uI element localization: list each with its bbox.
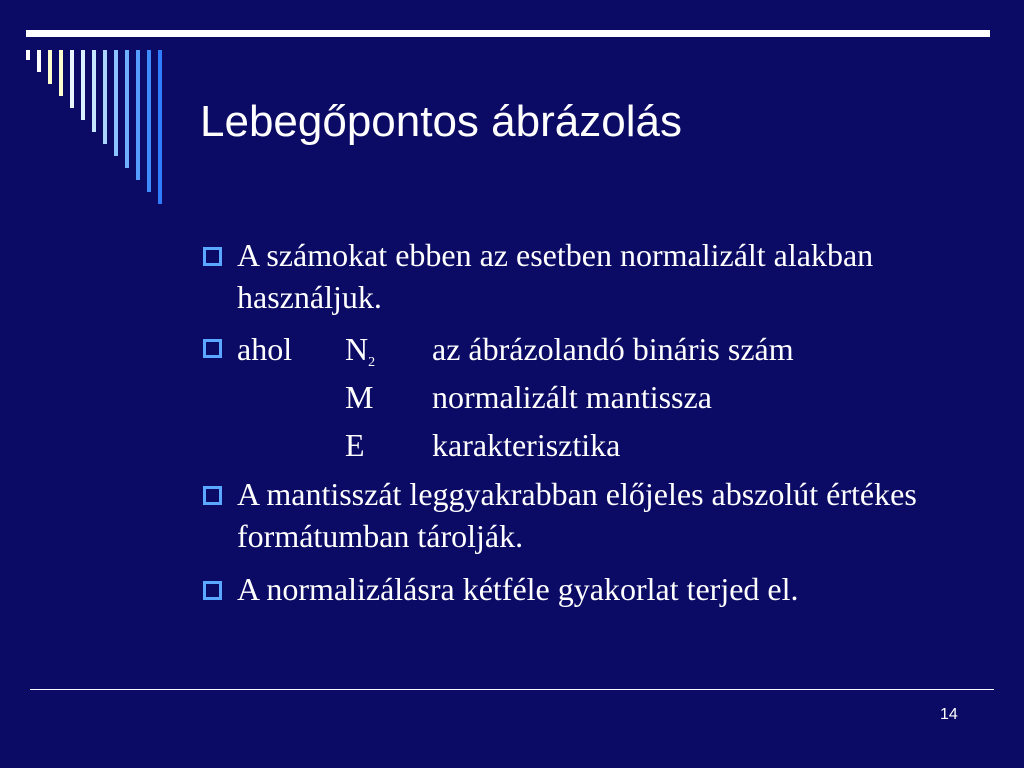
symbol-letter: N	[345, 331, 369, 367]
square-bullet-icon	[203, 247, 222, 266]
bullet-text: A mantisszát leggyakrabban előjeles abszolút értékes formátumban tárolják.	[237, 476, 917, 554]
stripe	[158, 50, 162, 204]
stripe	[59, 50, 63, 96]
stripe	[81, 50, 85, 120]
definition-row	[237, 421, 990, 469]
bullet-item	[200, 473, 990, 557]
square-bullet-icon	[203, 581, 222, 600]
definition-description: karakterisztika	[432, 427, 621, 463]
top-rule	[26, 30, 990, 37]
stripe	[70, 50, 74, 108]
bullet-text: A normalizálásra kétféle gyakorlat terjed el.	[237, 571, 799, 607]
stripe	[37, 50, 41, 72]
bullet-list	[200, 234, 990, 621]
definition-description: az ábrázolandó bináris szám	[432, 331, 794, 367]
bullet-text: A számokat ebben az esetben normalizált alakban használjuk.	[237, 237, 874, 315]
stripe	[136, 50, 140, 180]
definition-row	[237, 373, 990, 421]
stripe	[26, 50, 30, 60]
definition-lead: ahol	[237, 331, 293, 367]
stripe	[125, 50, 129, 168]
definition-description: normalizált mantissza	[432, 379, 712, 415]
bullet-item-definitions	[200, 325, 990, 469]
definition-symbol: M	[345, 379, 374, 415]
bullet-item	[200, 568, 990, 610]
stripe	[48, 50, 52, 84]
stripe	[103, 50, 107, 144]
square-bullet-icon	[203, 486, 222, 505]
bullet-item	[200, 234, 990, 318]
stripe	[92, 50, 96, 132]
stripe	[114, 50, 118, 156]
definition-symbol: E	[345, 427, 365, 463]
slide-title: Lebegőpontos ábrázolás	[200, 97, 682, 146]
bottom-rule	[30, 689, 994, 690]
symbol-subscript: 2	[368, 355, 376, 370]
stripe	[147, 50, 151, 192]
square-bullet-icon	[203, 339, 222, 358]
definition-row	[237, 325, 990, 373]
decorative-stripes	[26, 50, 166, 210]
page-number: 14	[940, 706, 958, 723]
